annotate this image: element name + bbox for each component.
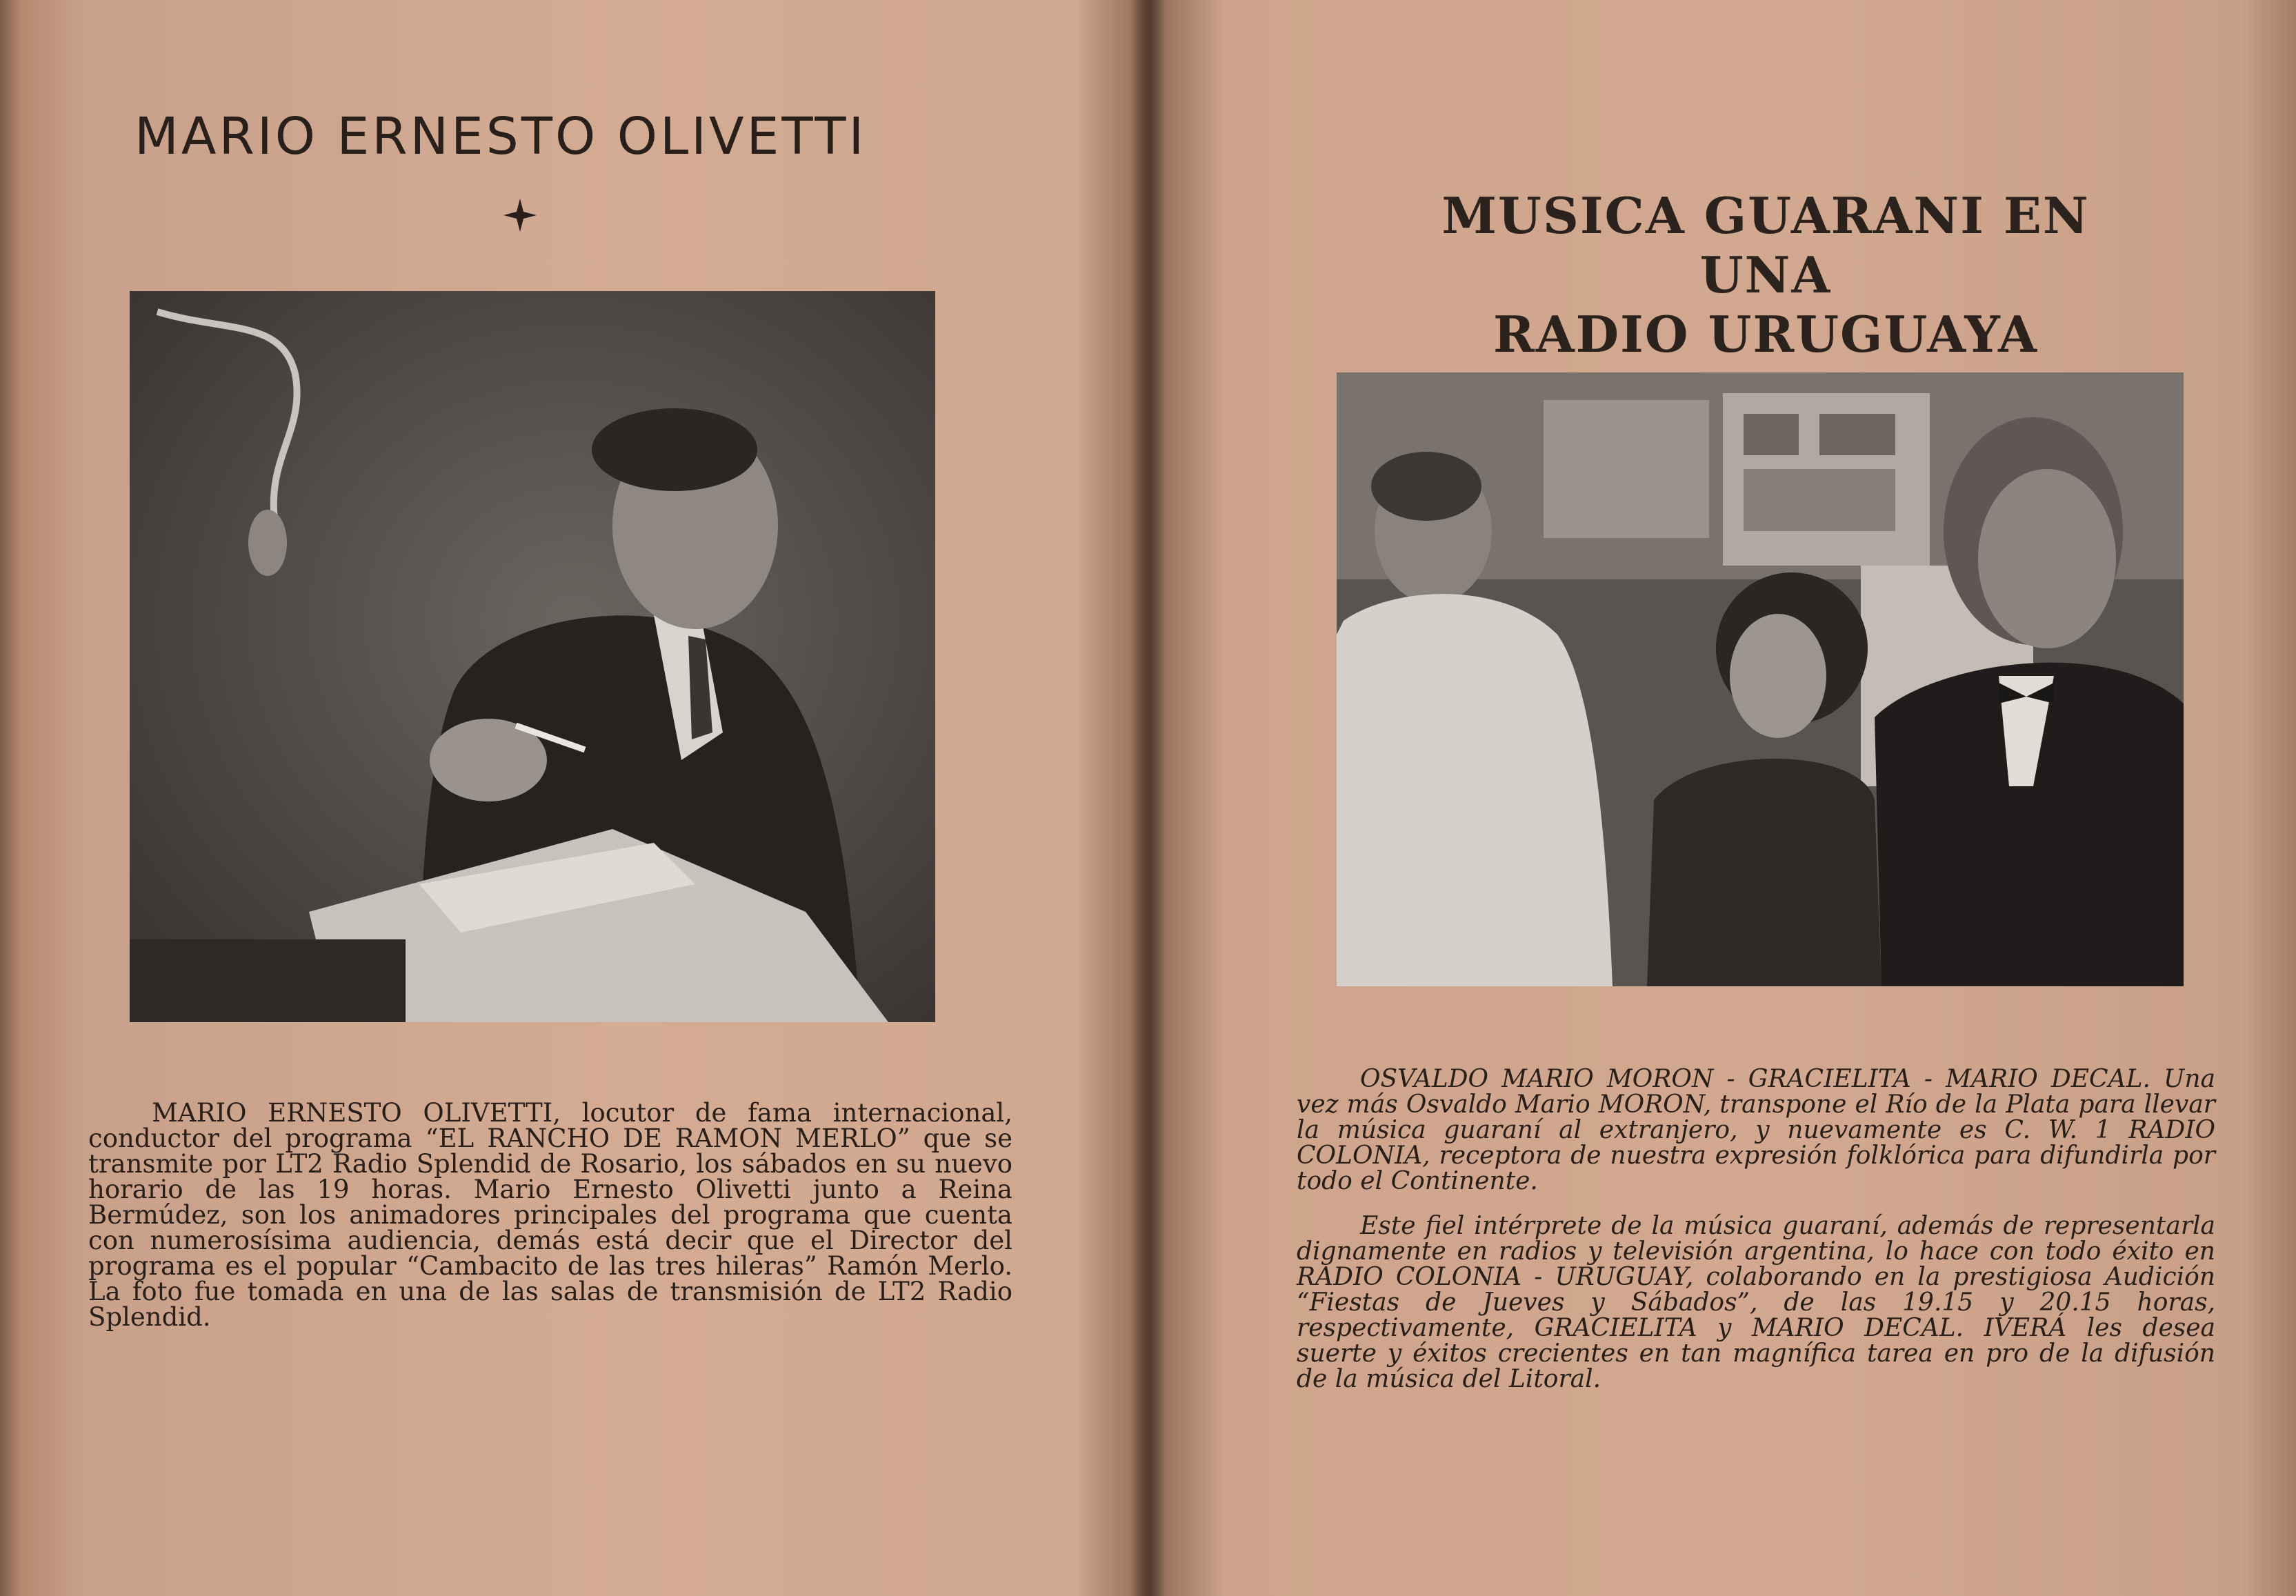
right-page-title-line2: RADIO URUGUAYA (1493, 305, 2038, 363)
right-page-paragraph-1: OSVALDO MARIO MORON - GRACIELITA - MARIO DECAL. Una vez más Osvaldo Mario MORON, transpone el Río de la Plata para llevar la música guaraní al extranjero, y nuevamente es C. W. 1 RADIO COLONIA, receptora de nuestra expresión folklórica para difundirla por todo el Continente. (1297, 1065, 2215, 1195)
right-page-title-line1: MUSICA GUARANI EN UNA (1441, 186, 2090, 304)
right-page-caption (1297, 1066, 2215, 1392)
four-point-star-icon (502, 197, 538, 233)
right-page-title (1407, 186, 2124, 364)
left-page-caption: MARIO ERNESTO OLIVETTI, locutor de fama internacional, conductor del programa “EL RANCHO DE RAMON MERLO” que se transmite por LT2 Radio Splendid de Rosario, los sábados en su nuevo horario de las 19 horas. Mario Ernesto Olivetti junto a Reina Bermúdez, son los animadores principales del programa que cuenta con numerosísima audiencia, demás está decir que el Director del programa es el popular “Cambacito de las tres hileras” Ramón Merlo. La foto fue tomada en una de las salas de transmisión de LT2 Radio Splendid. (88, 1098, 1012, 1332)
left-page-title: MARIO ERNESTO OLIVETTI (134, 107, 867, 166)
man-at-microphone-photo (130, 291, 935, 1022)
right-page-paragraph-2: Este fiel intérprete de la música guaraní, además de representarla dignamente en radios y televisión argentina, lo hace con todo éxito en RADIO COLONIA - URUGUAY, colaborando en la prestigiosa Audición “Fiestas de Jueves y Sábados”, de las 19.15 y 20.15 horas, respectivamente, GRACIELITA y MARIO DECAL. IVERÁ les desea suerte y éxitos crecientes en tan magnífica tarea en pro de la difusión de la música del Litoral. (1297, 1212, 2215, 1393)
three-people-group-photo (1337, 372, 2184, 986)
